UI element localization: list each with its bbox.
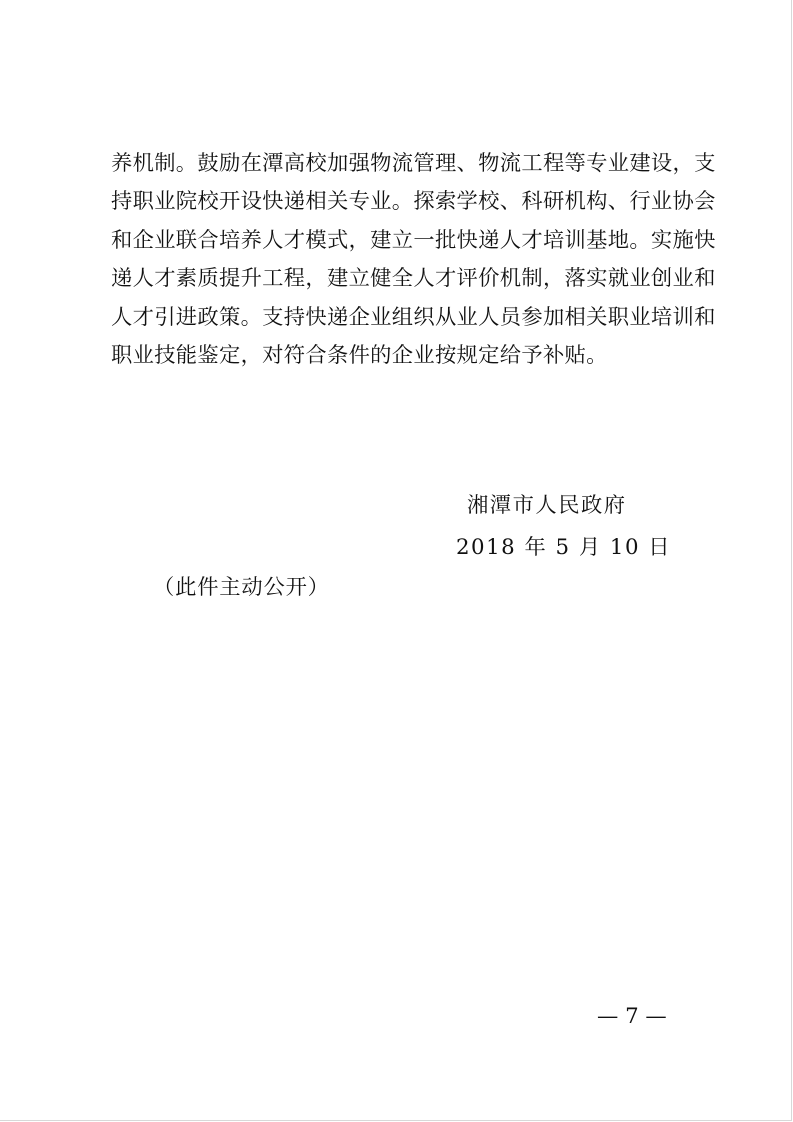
paragraph-line: 职业技能鉴定，对符合条件的企业按规定给予补贴。: [111, 342, 608, 368]
paragraph-line: 持职业院校开设快递相关专业。探索学校、科研机构、行业协会: [111, 189, 716, 215]
paragraph-line: 人才引进政策。支持快递企业组织从业人员参加相关职业培训和: [111, 304, 716, 330]
paragraph-line: 递人才素质提升工程，建立健全人才评价机制，落实就业创业和: [111, 266, 716, 292]
disclosure-note: （此件主动公开）: [153, 575, 330, 600]
signature-date: 2018 年 5 月 10 日: [456, 535, 672, 560]
paragraph-line: 和企业联合培养人才模式，建立一批快递人才培训基地。实施快: [111, 227, 716, 253]
page-number: — 7 —: [597, 1004, 667, 1029]
body-paragraph: [111, 150, 716, 380]
signature-organization: 湘潭市人民政府: [467, 493, 627, 518]
paragraph-line: 养机制。鼓励在潭高校加强物流管理、物流工程等专业建设，支: [111, 151, 716, 176]
